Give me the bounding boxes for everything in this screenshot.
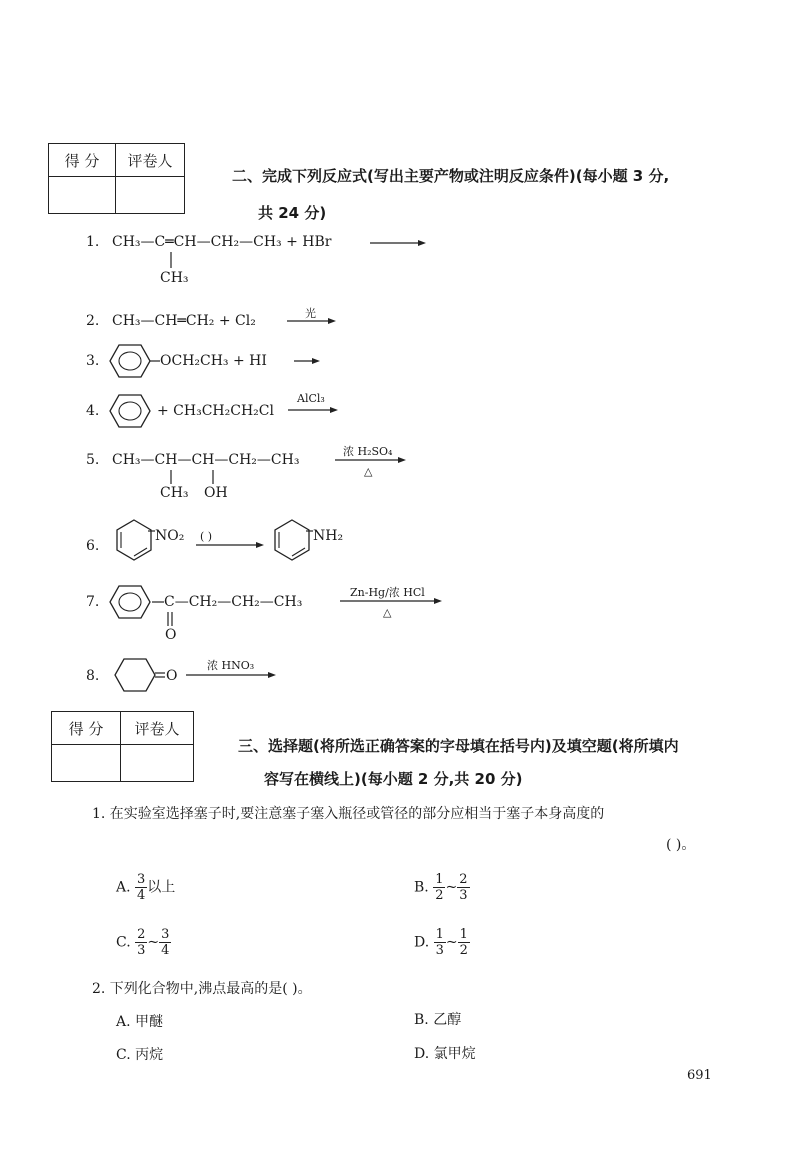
reaction-5-number: 5. (86, 452, 100, 468)
section2-title-line1: 二、完成下列反应式(写出主要产物或注明反应条件)(每小题 3 分, (232, 167, 670, 185)
reaction-7-oxygen: O (165, 627, 177, 643)
question-1-stem: 1. 在实验室选择塞子时,要注意塞子塞入瓶径或管径的部分应相当于塞子本身高度的 (92, 806, 605, 822)
reaction-7-formula: C—CH₂—CH₂—CH₃ (164, 594, 303, 610)
section2-title-line2: 共 24 分) (258, 204, 327, 222)
reaction-7-condition-bottom: △ (383, 606, 392, 619)
reaction-6-left-group: NO₂ (155, 528, 185, 544)
reaction-4-condition: AlCl₃ (297, 392, 325, 405)
score-label: 得 分 (52, 712, 121, 745)
reaction-5-substituent-1: CH₃ (160, 485, 189, 501)
reaction-5-formula: CH₃—CH—CH—CH₂—CH₃ (112, 452, 300, 468)
question-1-option-c[interactable] (116, 927, 171, 958)
fraction: $\frac{1}{3}$ (435, 927, 444, 958)
grader-label: 评卷人 (116, 144, 185, 177)
score-label: 得 分 (49, 144, 116, 177)
question-2-option-d[interactable]: D. 氯甲烷 (414, 1046, 476, 1062)
reaction-1-formula: CH₃—C═CH—CH₂—CH₃ + HBr (112, 234, 332, 250)
section3-title-line2: 容写在横线上)(每小题 2 分,共 20 分) (264, 770, 523, 788)
reaction-2-number: 2. (86, 313, 100, 329)
fraction: $\frac{3}{4}$ (137, 872, 146, 903)
reaction-6-number: 6. (86, 538, 100, 554)
fraction: $\frac{2}{3}$ (459, 872, 468, 903)
option-suffix: 以上 (147, 879, 176, 896)
reaction-7-condition-top: Zn-Hg/浓 HCl (350, 586, 425, 599)
reaction-2-formula: CH₃—CH═CH₂ + Cl₂ (112, 313, 256, 329)
reaction-8-oxygen: O (166, 668, 178, 684)
option-letter: D. (414, 934, 430, 951)
reaction-5-condition-top: 浓 H₂SO₄ (343, 445, 393, 458)
range-separator: ~ (147, 934, 160, 951)
fraction: $\frac{1}{2}$ (435, 872, 444, 903)
page-number: 691 (687, 1068, 712, 1083)
reaction-6-right-group: NH₂ (313, 528, 344, 544)
option-letter: B. (414, 879, 429, 896)
range-separator: ~ (445, 879, 458, 896)
reaction-4-number: 4. (86, 403, 100, 419)
reaction-2-condition: 光 (305, 307, 316, 320)
reaction-8-number: 8. (86, 668, 100, 684)
reaction-5-substituent-2: OH (204, 485, 228, 501)
fraction: $\frac{2}{3}$ (137, 927, 146, 958)
option-letter: C. (116, 934, 131, 951)
reaction-3-number: 3. (86, 353, 100, 369)
question-2-option-b[interactable]: B. 乙醇 (414, 1012, 462, 1028)
score-box-2 (51, 711, 194, 782)
grader-cell[interactable] (121, 745, 194, 782)
fraction: $\frac{1}{2}$ (459, 927, 468, 958)
question-1-answer-bracket[interactable]: ( )。 (666, 837, 696, 853)
reaction-1-substituent: CH₃ (160, 270, 189, 286)
reaction-5-condition-bottom: △ (364, 465, 373, 478)
option-letter: A. (116, 879, 131, 896)
reaction-1-number: 1. (86, 234, 100, 250)
reaction-3-formula: OCH₂CH₃ + HI (160, 353, 267, 369)
reaction-7-number: 7. (86, 594, 100, 610)
question-2-option-a[interactable]: A. 甲醚 (116, 1014, 164, 1030)
question-1-option-a[interactable] (116, 872, 175, 903)
fraction: $\frac{3}{4}$ (161, 927, 170, 958)
grader-label: 评卷人 (121, 712, 194, 745)
reaction-4-formula: + CH₃CH₂CH₂Cl (157, 403, 274, 419)
reaction-6-blank[interactable]: ( ) (200, 530, 213, 543)
range-separator: ~ (445, 934, 458, 951)
score-cell[interactable] (52, 745, 121, 782)
section3-title-line1: 三、选择题(将所选正确答案的字母填在括号内)及填空题(将所填内 (238, 737, 679, 755)
question-2-stem: 2. 下列化合物中,沸点最高的是( )。 (92, 981, 312, 997)
question-1-option-d[interactable] (414, 927, 470, 958)
question-2-option-c[interactable]: C. 丙烷 (116, 1047, 164, 1063)
reaction-8-condition: 浓 HNO₃ (207, 659, 255, 672)
question-1-option-b[interactable] (414, 872, 470, 903)
